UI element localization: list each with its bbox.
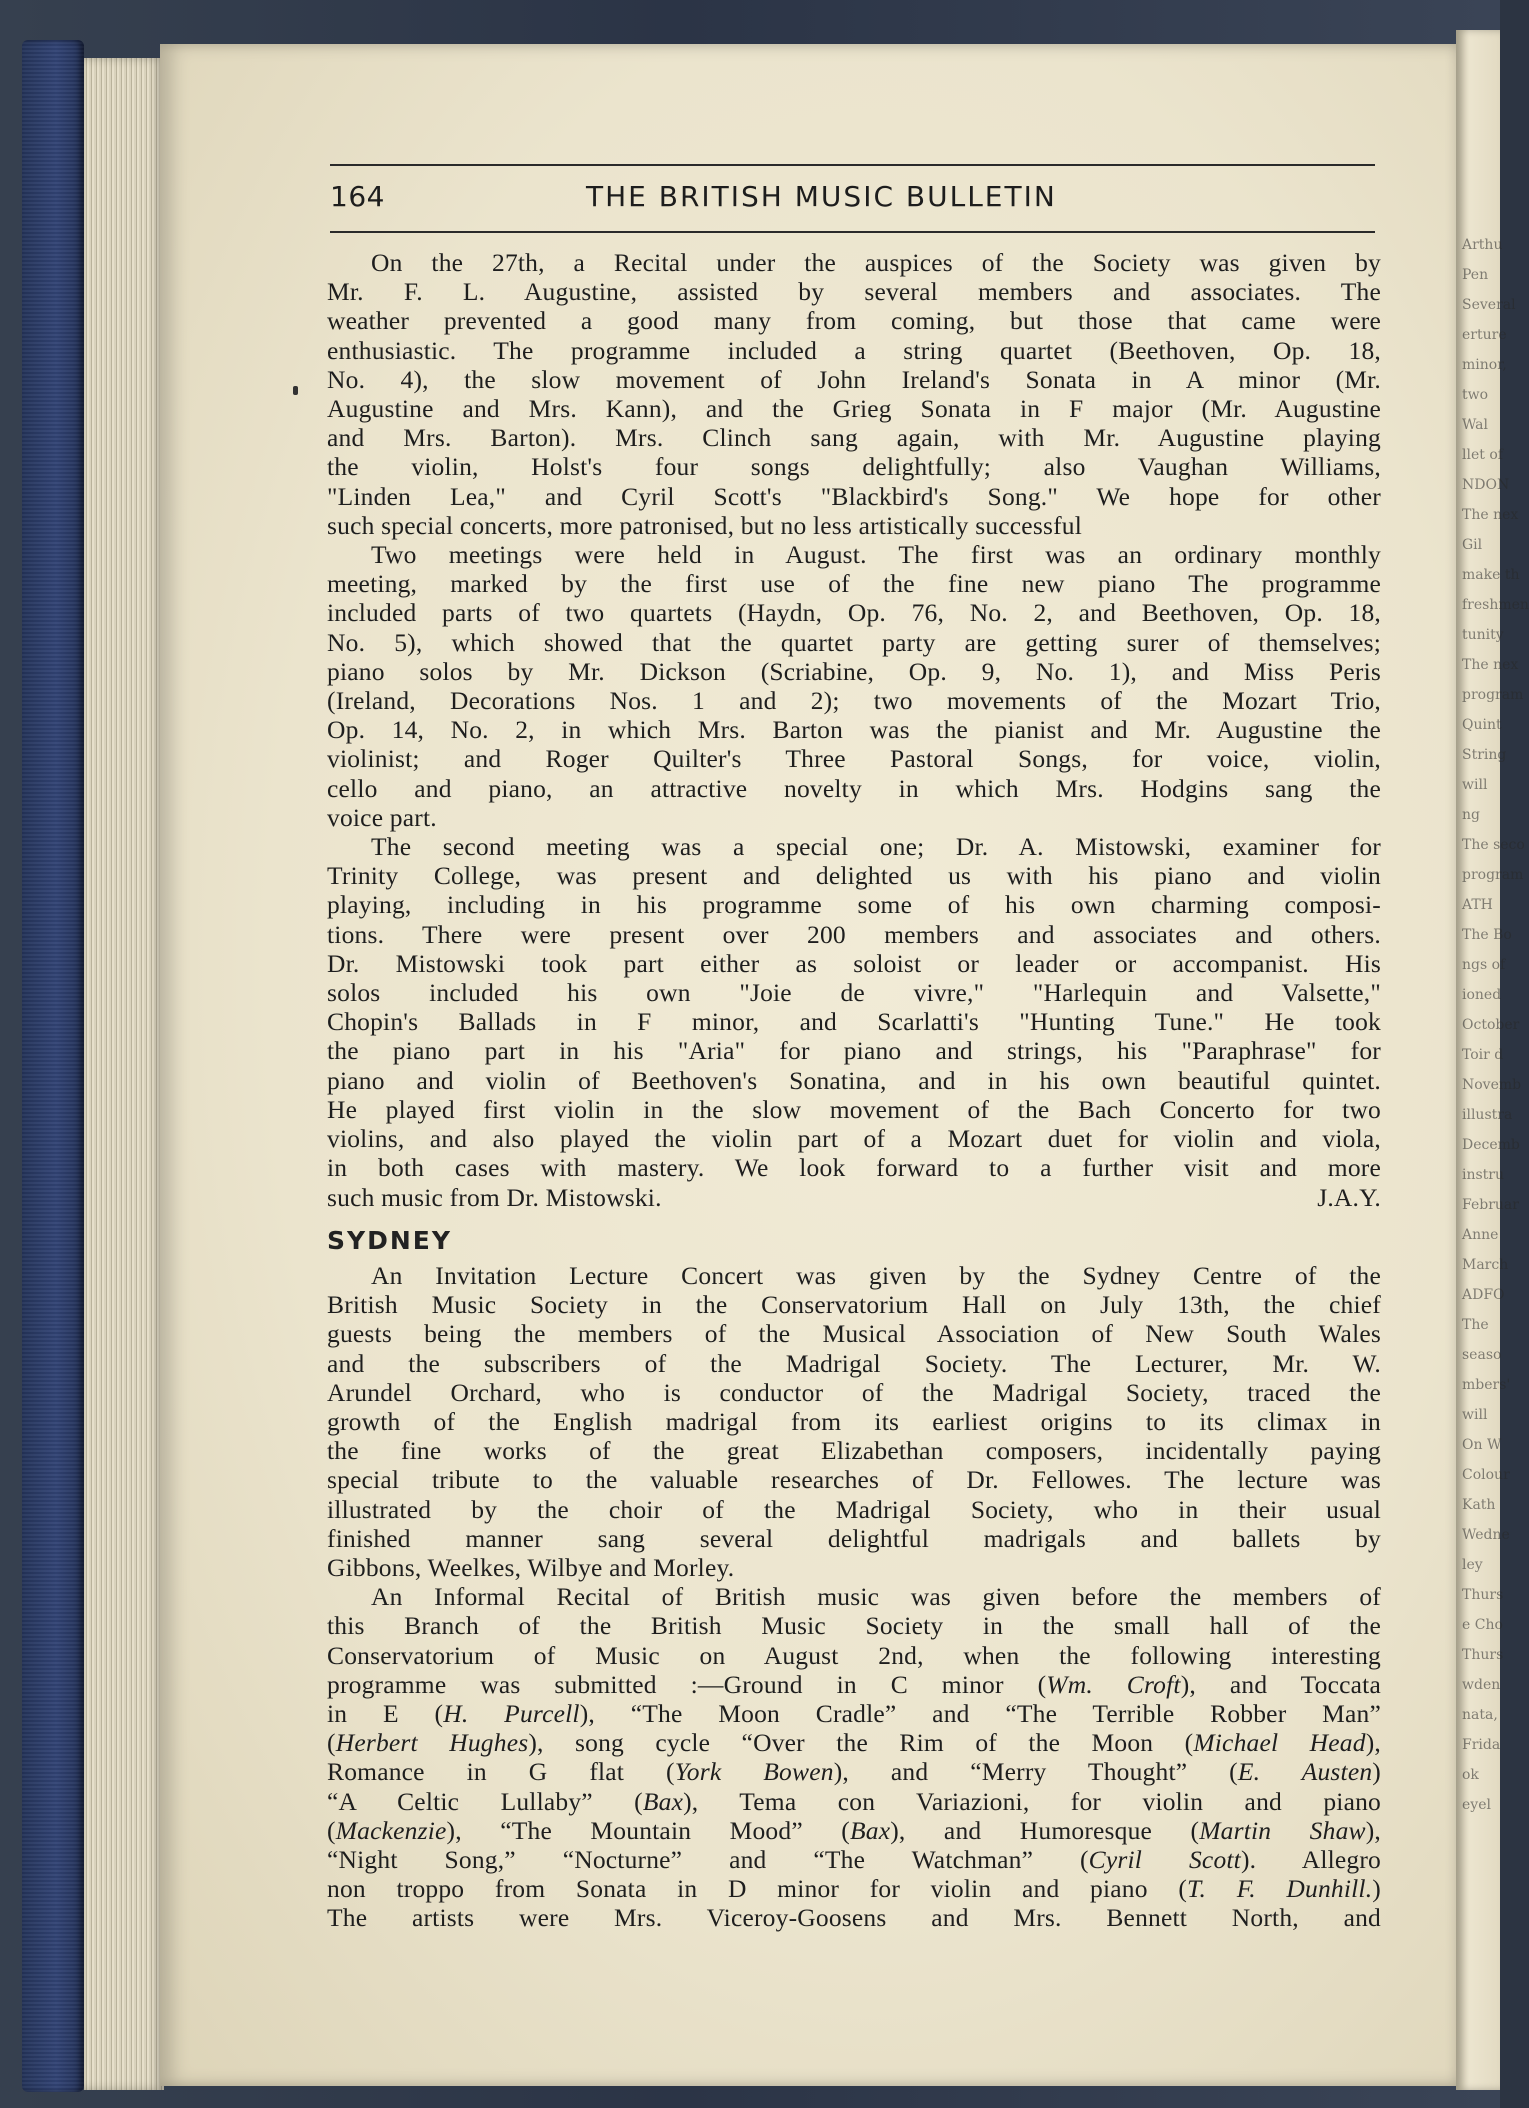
composer-name: Mackenzie [335,1815,447,1845]
margin-mark [293,386,298,395]
facing-page-fragment: On W [1462,1437,1502,1453]
page-edges [84,58,164,2090]
facing-page-fragment: Anne [1462,1227,1499,1243]
text-line: guests being the members of the Musical Association of New South Wales [327,1319,1381,1349]
text-line: non troppo from Sonata in D minor for violin and piano (T. F. Dunhill.) [327,1874,1381,1904]
facing-page-fragment: ADFO [1462,1287,1505,1303]
facing-page-fragment: two [1462,387,1489,403]
text-line: Mr. F. L. Augustine, assisted by several members and associates. The [327,277,1381,307]
text-line: in both cases with mastery. We look forward to a further visit and more [327,1153,1381,1183]
text-line: An Invitation Lecture Concert was given by the Sydney Centre of the [371,1260,1381,1290]
facing-page-fragment: Gil [1462,537,1483,553]
facing-page-fragment: nata, [1462,1707,1498,1723]
text-line: Arundel Orchard, who is conductor of the Madrigal Society, traced the [327,1377,1381,1407]
facing-page-fragment: illustra [1462,1107,1513,1123]
facing-page-fragment: will [1462,1407,1488,1423]
composer-name: Wm. Croft [1046,1669,1181,1699]
text-line: Chopin's Ballads in F minor, and Scarlatti's "Hunting Tune." He took [327,1007,1381,1037]
facing-page-fragment: October [1462,1017,1520,1033]
facing-page-fragment: eyel [1462,1797,1491,1813]
text-line: “Night Song,” “Nocturne” and “The Watchman” (Cyril Scott). Allegro [327,1844,1382,1874]
text-line: No. 4), the slow movement of John Ireland's Sonata in A minor (Mr. [327,364,1381,394]
text-line: such special concerts, more patronised, but no less artistically successful [327,510,1082,540]
paragraph-special-meeting [327,832,1381,1182]
facing-page-fragment: Frida [1462,1737,1501,1753]
text-line: He played first violin in the slow movement of the Bach Concerto for two [327,1094,1381,1124]
facing-page-fragment: Novemb [1462,1077,1522,1093]
facing-page-fragment: Toir d [1462,1047,1504,1063]
text-line: cello and piano, an attractive novelty in which Mrs. Hodgins sang the [327,773,1381,803]
facing-page-fragment: program [1462,687,1524,703]
text-line: Augustine and Mrs. Kann), and the Grieg Sonata in F major (Mr. Augustine [327,394,1381,424]
text-line: violinist; and Roger Quilter's Three Pastoral Songs, for voice, violin, [327,744,1381,774]
facing-page-fragment: llet of [1462,447,1503,463]
composer-name: Martin Shaw [1199,1815,1366,1845]
text-line: “A Celtic Lullaby” (Bax), Tema con Variazioni, for violin and piano [327,1786,1381,1816]
composer-name: Michael Head [1193,1728,1366,1758]
facing-page-fragment: Thurs [1462,1587,1504,1603]
text-line: enthusiastic. The programme included a string quartet (Beethoven, Op. 18, [327,335,1381,365]
text-line: (Mackenzie), “The Mountain Mood” (Bax), and Humoresque (Martin Shaw), [327,1815,1382,1845]
facing-page-fragment: String [1462,747,1507,763]
composer-name: T. F. Dunhill. [1187,1874,1373,1904]
facing-page-fragment: The nex [1462,507,1519,523]
text-line: finished manner sang several delightful madrigals and ballets by [327,1523,1381,1553]
closing-sentence: such music from Dr. Mistowski. [327,1182,662,1212]
running-head: THE BRITISH MUSIC BULLETIN [586,180,1057,213]
facing-page-fragment: erture [1462,327,1507,343]
text-line: solos included his own "Joie de vivre," "Harlequin and Valsette," [327,978,1381,1008]
text-line: the piano part in his "Aria" for piano and strings, his "Paraphrase" for [327,1036,1381,1066]
facing-page-fragment: Arthu [1462,237,1503,253]
text-line: the fine works of the great Elizabethan composers, incidentally paying [327,1436,1381,1466]
facing-page-fragment: March [1462,1257,1509,1273]
text-line: and the subscribers of the Madrigal Society. The Lecturer, Mr. W. [327,1348,1381,1378]
text-line: Conservatorium of Music on August 2nd, when the following interesting [327,1640,1381,1670]
facing-page-fragment: ngs of [1462,957,1506,973]
composer-name: Bax [642,1786,684,1816]
facing-page-fragment: wden [1462,1677,1501,1693]
facing-page-fragment: Decemb [1462,1137,1520,1153]
composer-name: Cyril Scott [1088,1844,1241,1874]
text-line: weather prevented a good many from coming, but those that came were [327,306,1381,336]
text-line: Gibbons, Weelkes, Wilbye and Morley. [327,1552,735,1582]
facing-page-fragment: The [1462,1317,1489,1333]
closing-line [327,1183,1381,1212]
text-line: tions. There were present over 200 members and associates and others. [327,919,1381,949]
paragraph-informal-recital [327,1582,1381,1932]
facing-page-fragment: Colour [1462,1467,1510,1483]
facing-page-fragment: The Bo [1462,927,1512,943]
text-line: in E (H. Purcell), “The Moon Cradle” and “The Terrible Robber Man” [327,1698,1382,1728]
composer-name: York Bowen [674,1757,834,1787]
text-line: included parts of two quartets (Haydn, Op. 76, No. 2, and Beethoven, Op. 18, [327,598,1381,628]
facing-page-fragments [1462,230,1529,1820]
text-line: An Informal Recital of British music was given before the members of [371,1582,1381,1612]
facing-page-fragment: Kath [1462,1497,1496,1513]
paragraph-recital [327,248,1381,540]
text-line: the violin, Holst's four songs delightfully; also Vaughan Williams, [327,452,1381,482]
section-heading-sydney: SYDNEY [327,1225,452,1255]
text-line: meeting, marked by the first use of the fine new piano The programme [327,569,1381,599]
composer-name: E. Austen [1237,1757,1373,1787]
facing-page-fragment: ok [1462,1767,1479,1783]
facing-page-fragment: seaso [1462,1347,1502,1363]
facing-page-fragment: Thurs [1462,1647,1504,1663]
text-line: (Ireland, Decorations Nos. 1 and 2); two movements of the Mozart Trio, [327,686,1381,716]
facing-page-fragment: Wedne [1462,1527,1510,1543]
book-cover-spine [22,40,84,2092]
text-line: piano solos by Mr. Dickson (Scriabine, Op. 9, No. 1), and Miss Peris [327,656,1381,686]
author-initials: J.A.Y. [1317,1182,1381,1212]
text-line: and Mrs. Barton). Mrs. Clinch sang again, with Mr. Augustine playing [327,423,1381,453]
facing-page-fragment: tunity [1462,627,1504,643]
text-line: The artists were Mrs. Viceroy-Goosens and Mrs. Bennett North, and [327,1903,1381,1933]
text-line: Romance in G flat (York Bowen), and “Merry Thought” (E. Austen) [327,1757,1381,1787]
text-line: this Branch of the British Music Society in the small hall of the [327,1611,1381,1641]
text-line: (Herbert Hughes), song cycle “Over the Rim of the Moon (Michael Head), [327,1728,1381,1758]
text-line: On the 27th, a Recital under the auspices of the Society was given by [371,248,1381,277]
facing-page-fragment: NDON [1462,477,1510,493]
composer-name: H. Purcell [443,1698,580,1728]
header-rule-top [330,164,1375,166]
text-line: No. 5), which showed that the quartet party are getting surer of themselves; [327,627,1381,657]
text-line: playing, including in his programme some of his own charming composi- [327,890,1381,920]
text-line: The second meeting was a special one; Dr. A. Mistowski, examiner for [371,832,1381,862]
facing-page-fragment: program [1462,867,1524,883]
article-body [327,248,1381,1933]
facing-page-fragment: ioned [1462,987,1502,1003]
text-line: Trinity College, was present and delighted us with his piano and violin [327,861,1381,891]
paragraph-lecture-concert [327,1261,1381,1582]
facing-page-fragment: make th [1462,567,1520,583]
text-line: illustrated by the choir of the Madrigal Society, who in their usual [327,1494,1381,1524]
facing-page-fragment: e Cho [1462,1617,1503,1633]
facing-page-fragment: Several [1462,297,1516,313]
facing-page-fragment: Wal [1462,417,1488,433]
text-line: British Music Society in the Conservatorium Hall on July 13th, the chief [327,1290,1381,1320]
header-rule-bottom [330,231,1375,233]
text-line: programme was submitted :—Ground in C minor (Wm. Croft), and Toccata [327,1669,1381,1699]
text-line: growth of the English madrigal from its earliest origins to its climax in [327,1406,1381,1436]
text-line: piano and violin of Beethoven's Sonatina, and in his own beautiful quintet. [327,1065,1381,1095]
facing-page-fragment: The nex [1462,657,1519,673]
composer-name: Bax [849,1815,891,1845]
facing-page-fragment: ng [1462,807,1480,823]
facing-page-fragment: The seco [1462,837,1525,853]
facing-page-fragment: freshmen [1462,597,1529,613]
facing-page-fragment: minor, [1462,357,1507,373]
text-line: Op. 14, No. 2, in which Mrs. Barton was the pianist and Mr. Augustine the [327,715,1381,745]
facing-page-fragment: mbers' [1462,1377,1511,1393]
facing-page-fragment: Quint [1462,717,1502,733]
facing-page-fragment: ley [1462,1557,1483,1573]
text-line: voice part. [327,802,437,832]
page-number: 164 [330,180,385,213]
facing-page-fragment: Pen [1462,267,1489,283]
paragraph-august-meetings [327,540,1381,832]
text-line: Two meetings were held in August. The first was an ordinary monthly [371,540,1381,570]
facing-page-fragment: instru [1462,1167,1505,1183]
text-line: violins, and also played the violin part of a Mozart duet for violin and viola, [327,1124,1381,1154]
facing-page-fragment: ATH [1462,897,1493,913]
text-line: Dr. Mistowski took part either as soloist or leader or accompanist. His [327,948,1381,978]
facing-page-fragment: Februar [1462,1197,1519,1213]
facing-page-fragment: will [1462,777,1488,793]
text-line: "Linden Lea," and Cyril Scott's "Blackbird's Song." We hope for other [327,481,1381,511]
composer-name: Herbert Hughes [335,1728,529,1758]
text-line: special tribute to the valuable researches of Dr. Fellowes. The lecture was [327,1465,1381,1495]
